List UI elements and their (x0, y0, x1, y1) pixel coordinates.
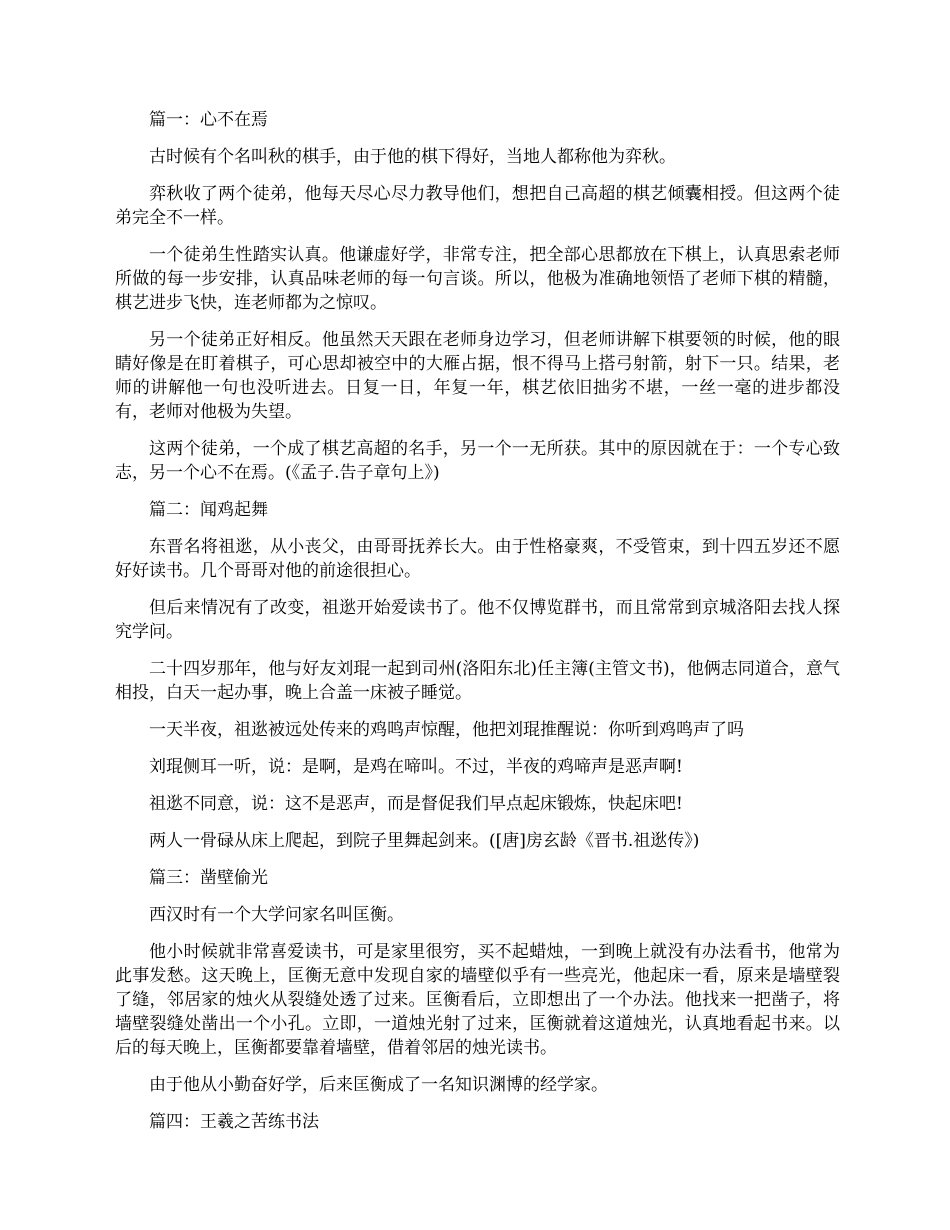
paragraph: 古时候有个名叫秋的棋手，由于他的棋下得好，当地人都称他为弈秋。 (149, 147, 676, 167)
paragraph: 两人一骨碌从床上爬起，到院子里舞起剑来。([唐]房玄龄《晋书.祖逖传》) (149, 831, 700, 851)
paragraph: 这两个徒弟，一个成了棋艺高超的名手，另一个一无所获。其中的原因就在于：一个专心致志，另一个心不在焉。(《孟子.告子章句上》) (115, 439, 840, 483)
paragraph: 另一个徒弟正好相反。他虽然天天跟在老师身边学习，但老师讲解下棋要领的时候，他的眼睛好像是在盯着棋子，可心思却被空中的大雁占据，恨不得马上搭弓射箭，射下一只。结果，老师的讲解他一句也没听进去。日复一日，年复一年，棋艺依旧拙劣不堪，一丝一毫的进步都没有，老师对他极为失望。 (115, 330, 840, 422)
paragraph: 西汉时有一个大学问家名叫匡衡。 (149, 905, 404, 925)
paragraph: 一个徒弟生性踏实认真。他谦虚好学，非常专注，把全部心思都放在下棋上，认真思索老师所做的每一步安排，认真品味老师的每一句言谈。所以，他极为准确地领悟了老师下棋的精髓，棋艺进步飞快，连老师都为之惊叹。 (115, 245, 840, 313)
section-heading: 篇三：凿壁偷光 (149, 868, 268, 888)
paragraph: 但后来情况有了改变，祖逖开始爱读书了。他不仅博览群书，而且常常到京城洛阳去找人探究学问。 (115, 598, 840, 642)
section-heading: 篇二：闻鸡起舞 (149, 500, 268, 520)
paragraph: 二十四岁那年，他与好友刘琨一起到司州(洛阳东北)任主簿(主管文书)，他俩志同道合，意气相投，白天一起办事，晚上合盖一床被子睡觉。 (115, 659, 840, 703)
paragraph: 东晋名将祖逖，从小丧父，由哥哥抚养长大。由于性格豪爽，不受管束，到十四五岁还不愿好好读书。几个哥哥对他的前途很担心。 (115, 537, 840, 581)
paragraph: 刘琨侧耳一听，说：是啊，是鸡在啼叫。不过，半夜的鸡啼声是恶声啊! (149, 757, 683, 777)
section-heading: 篇四：王羲之苦练书法 (149, 1112, 319, 1132)
paragraph: 他小时候就非常喜爱读书，可是家里很穷，买不起蜡烛，一到晚上就没有办法看书，他常为此事发愁。这天晚上，匡衡无意中发现自家的墙壁似乎有一些亮光，他起床一看，原来是墙壁裂了缝，邻居家的烛火从裂缝处透了过来。匡衡看后，立即想出了一个办法。他找来一把凿子，将墙壁裂缝处凿出一个小孔。立即，一道烛光射了过来，匡衡就着这道烛光，认真地看起书来。以后的每天晚上，匡衡都要靠着墙壁，借着邻居的烛光读书。 (115, 942, 840, 1058)
document-body (115, 108, 840, 1147)
paragraph: 祖逖不同意，说：这不是恶声，而是督促我们早点起床锻炼，快起床吧! (149, 794, 683, 814)
paragraph: 弈秋收了两个徒弟，他每天尽心尽力教导他们，想把自己高超的棋艺倾囊相授。但这两个徒弟完全不一样。 (115, 184, 840, 228)
paragraph: 一天半夜，祖逖被远处传来的鸡鸣声惊醒，他把刘琨推醒说：你听到鸡鸣声了吗 (149, 720, 744, 740)
paragraph: 由于他从小勤奋好学，后来匡衡成了一名知识渊博的经学家。 (149, 1075, 608, 1095)
section-heading: 篇一：心不在焉 (149, 110, 268, 130)
